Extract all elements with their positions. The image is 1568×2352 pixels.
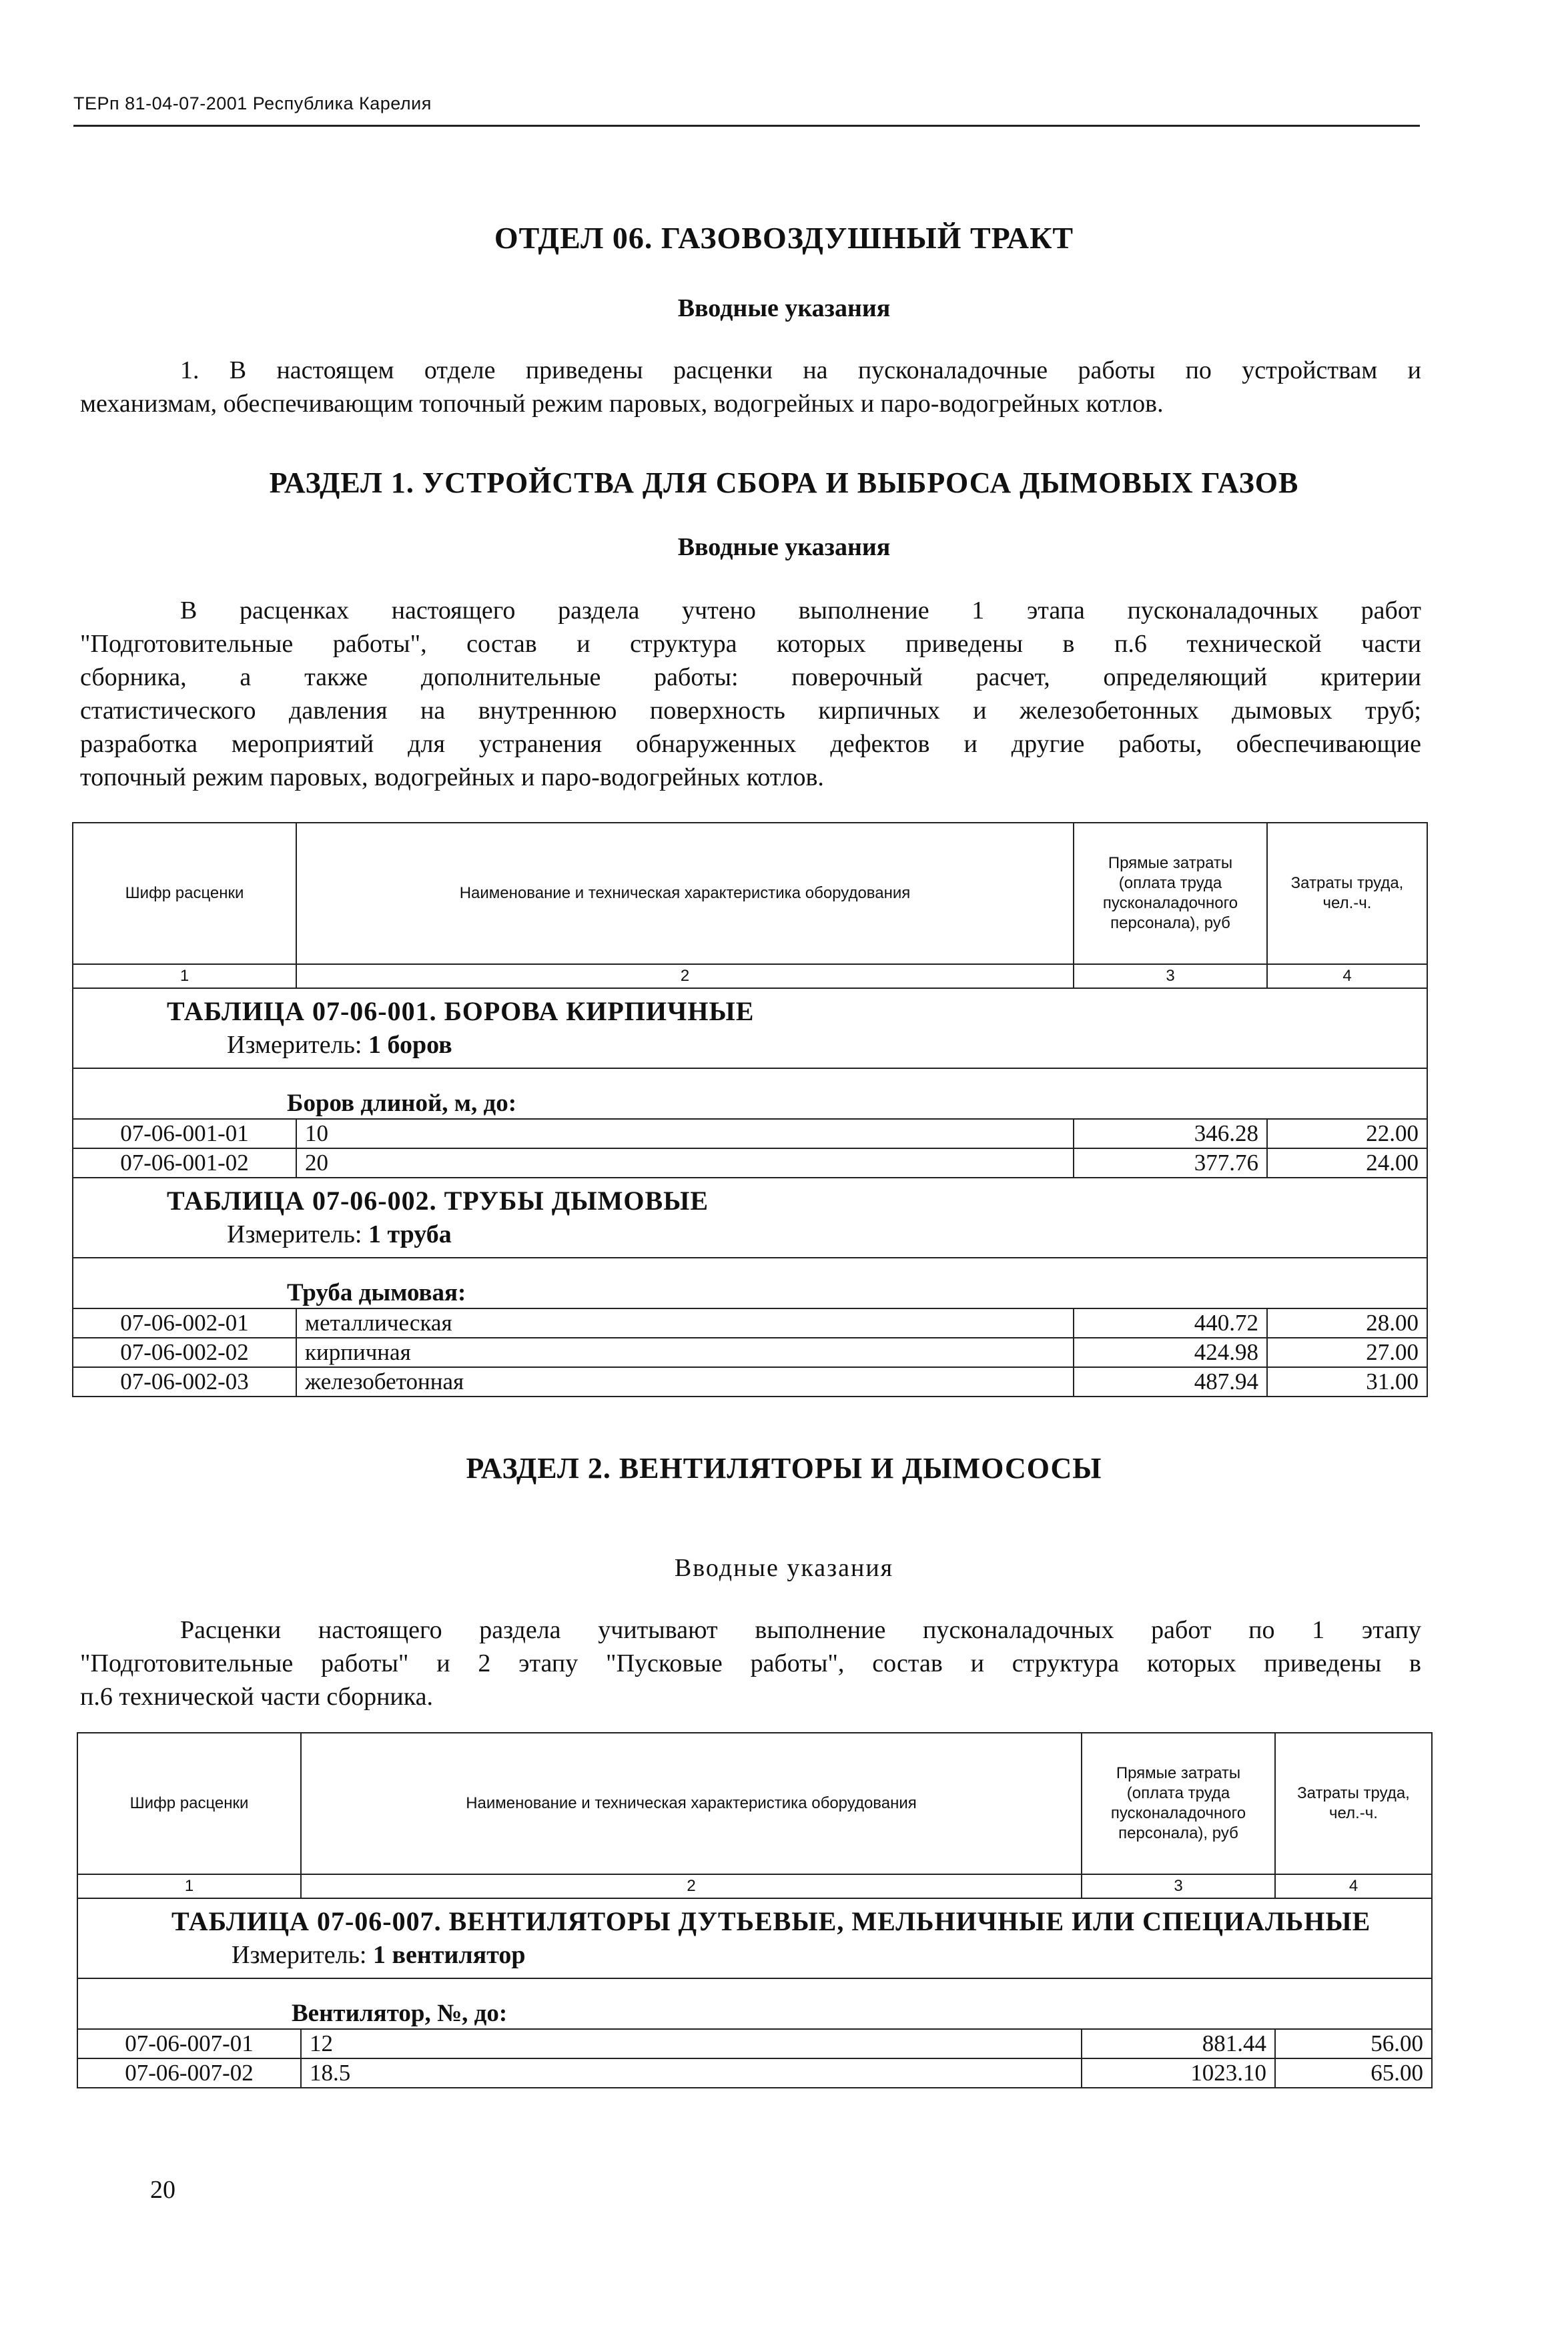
department-intro-line: механизмам, обеспечивающим топочный режим паровых, водогрейных и паро-водогрейных котлов.: [80, 390, 1164, 418]
section1-title: РАЗДЕЛ 1. УСТРОЙСТВА ДЛЯ СБОРА И ВЫБРОСА ДЫМОВЫХ ГАЗОВ: [269, 466, 1299, 499]
column-number: 1: [77, 1874, 301, 1898]
meter-label: Измеритель:: [227, 1220, 362, 1248]
row-name: железобетонная: [296, 1367, 1074, 1397]
header-code: Шифр расценки: [77, 1733, 301, 1874]
header-labor: Затраты труда, чел.-ч.: [1267, 823, 1427, 964]
column-number: 1: [73, 964, 296, 988]
row-code: 07-06-002-01: [73, 1308, 296, 1338]
running-header: ТЕРп 81-04-07-2001 Республика Карелия: [73, 93, 432, 113]
row-labor: 56.00: [1275, 2029, 1432, 2058]
section1-intro-line: разработка мероприятий для устранения обнаруженных дефектов и другие работы, обеспечивающие: [80, 730, 1421, 758]
row-name: кирпичная: [296, 1338, 1074, 1367]
table-caption: [73, 1178, 1427, 1258]
group-heading: Труба дымовая:: [73, 1258, 1427, 1308]
row-code: 07-06-001-02: [73, 1148, 296, 1178]
department-intro-line: 1. В настоящем отделе приведены расценки на пусконаладочные работы по устройствам и: [180, 356, 1421, 384]
section1-intro-line: сборника, а также дополнительные работы: поверочный расчет, определяющий критерии: [80, 663, 1421, 691]
row-labor: 31.00: [1267, 1367, 1427, 1397]
header-name: Наименование и техническая характеристика оборудования: [301, 1733, 1082, 1874]
table-row: [73, 1367, 1427, 1397]
meter-label: Измеритель:: [232, 1941, 367, 1969]
meter-value: 1 вентилятор: [373, 1941, 526, 1969]
section2-intro-line: п.6 технической части сборника.: [80, 1683, 434, 1711]
column-number: 4: [1267, 964, 1427, 988]
row-labor: 65.00: [1275, 2058, 1432, 2088]
row-code: 07-06-002-03: [73, 1367, 296, 1397]
section2-intro-heading: Вводные указания: [674, 1554, 894, 1582]
page-number: 20: [150, 2176, 175, 2204]
meter-value: 1 боров: [368, 1031, 452, 1059]
group-heading: Боров длиной, м, до:: [73, 1068, 1427, 1119]
section1-intro-text: [80, 594, 1421, 794]
header-code: Шифр расценки: [73, 823, 296, 964]
meter-value: 1 труба: [368, 1220, 452, 1248]
column-number: 4: [1275, 1874, 1432, 1898]
department-intro-text: [80, 354, 1421, 420]
column-number: 2: [301, 1874, 1082, 1898]
row-name: 18.5: [301, 2058, 1082, 2088]
table-title: ТАБЛИЦА 07-06-001. БОРОВА КИРПИЧНЫЕ: [167, 996, 755, 1026]
row-cost: 881.44: [1082, 2029, 1275, 2058]
row-code: 07-06-002-02: [73, 1338, 296, 1367]
row-cost: 440.72: [1074, 1308, 1267, 1338]
section2-title: РАЗДЕЛ 2. ВЕНТИЛЯТОРЫ И ДЫМОСОСЫ: [466, 1452, 1102, 1485]
row-cost: 487.94: [1074, 1367, 1267, 1397]
section2-intro-line: "Подготовительные работы" и 2 этапу "Пусковые работы", состав и структура которых приведены в: [80, 1649, 1421, 1677]
table-meter: [73, 1218, 1427, 1250]
rates-table-section1: [72, 822, 1428, 1397]
row-labor: 22.00: [1267, 1119, 1427, 1148]
row-cost: 424.98: [1074, 1338, 1267, 1367]
row-code: 07-06-007-01: [77, 2029, 301, 2058]
column-number: 3: [1082, 1874, 1275, 1898]
column-number: 3: [1074, 964, 1267, 988]
group-heading: Вентилятор, №, до:: [77, 1978, 1432, 2029]
row-labor: 27.00: [1267, 1338, 1427, 1367]
rates-table-section2: [77, 1732, 1433, 2088]
row-labor: 28.00: [1267, 1308, 1427, 1338]
row-cost: 377.76: [1074, 1148, 1267, 1178]
section2-intro-line: Расценки настоящего раздела учитывают выполнение пусконаладочных работ по 1 этапу: [180, 1616, 1421, 1644]
row-cost: 346.28: [1074, 1119, 1267, 1148]
row-labor: 24.00: [1267, 1148, 1427, 1178]
section1-intro-line: топочный режим паровых, водогрейных и паро-водогрейных котлов.: [80, 763, 824, 791]
header-name: Наименование и техническая характеристика оборудования: [296, 823, 1074, 964]
department-intro-heading: Вводные указания: [677, 294, 891, 322]
row-name: 20: [296, 1148, 1074, 1178]
header-direct-costs: Прямые затраты (оплата труда пусконаладочного персонала), руб: [1074, 823, 1267, 964]
meter-label: Измеритель:: [227, 1031, 362, 1059]
section1-intro-line: В расценках настоящего раздела учтено выполнение 1 этапа пусконаладочных работ: [180, 597, 1421, 625]
row-name: металлическая: [296, 1308, 1074, 1338]
row-code: 07-06-001-01: [73, 1119, 296, 1148]
column-number: 2: [296, 964, 1074, 988]
table-row: [73, 1148, 1427, 1178]
table-title: ТАБЛИЦА 07-06-002. ТРУБЫ ДЫМОВЫЕ: [167, 1186, 709, 1216]
header-direct-costs: Прямые затраты (оплата труда пусконаладочного персонала), руб: [1082, 1733, 1275, 1874]
table-row: [77, 2029, 1432, 2058]
section1-intro-line: "Подготовительные работы", состав и структура которых приведены в п.6 технической части: [80, 630, 1421, 658]
row-code: 07-06-007-02: [77, 2058, 301, 2088]
table-row: [77, 2058, 1432, 2088]
row-name: 10: [296, 1119, 1074, 1148]
department-title: ОТДЕЛ 06. ГАЗОВОЗДУШНЫЙ ТРАКТ: [494, 221, 1074, 255]
header-labor: Затраты труда, чел.-ч.: [1275, 1733, 1432, 1874]
row-cost: 1023.10: [1082, 2058, 1275, 2088]
header-rule: [73, 125, 1420, 127]
row-name: 12: [301, 2029, 1082, 2058]
table-title: ТАБЛИЦА 07-06-007. ВЕНТИЛЯТОРЫ ДУТЬЕВЫЕ, МЕЛЬНИЧНЫЕ ИЛИ СПЕЦИАЛЬНЫЕ: [171, 1906, 1371, 1936]
table-meter: [73, 1029, 1427, 1061]
section2-intro-text: [80, 1613, 1421, 1713]
table-caption: [77, 1898, 1432, 1978]
section1-intro-line: статистического давления на внутреннюю поверхность кирпичных и железобетонных дымовых труб;: [80, 697, 1421, 725]
section1-intro-heading: Вводные указания: [677, 533, 891, 561]
table-row: [73, 1338, 1427, 1367]
table-row: [73, 1308, 1427, 1338]
table-meter: [78, 1939, 1431, 1971]
table-caption: [73, 988, 1427, 1068]
table-row: [73, 1119, 1427, 1148]
